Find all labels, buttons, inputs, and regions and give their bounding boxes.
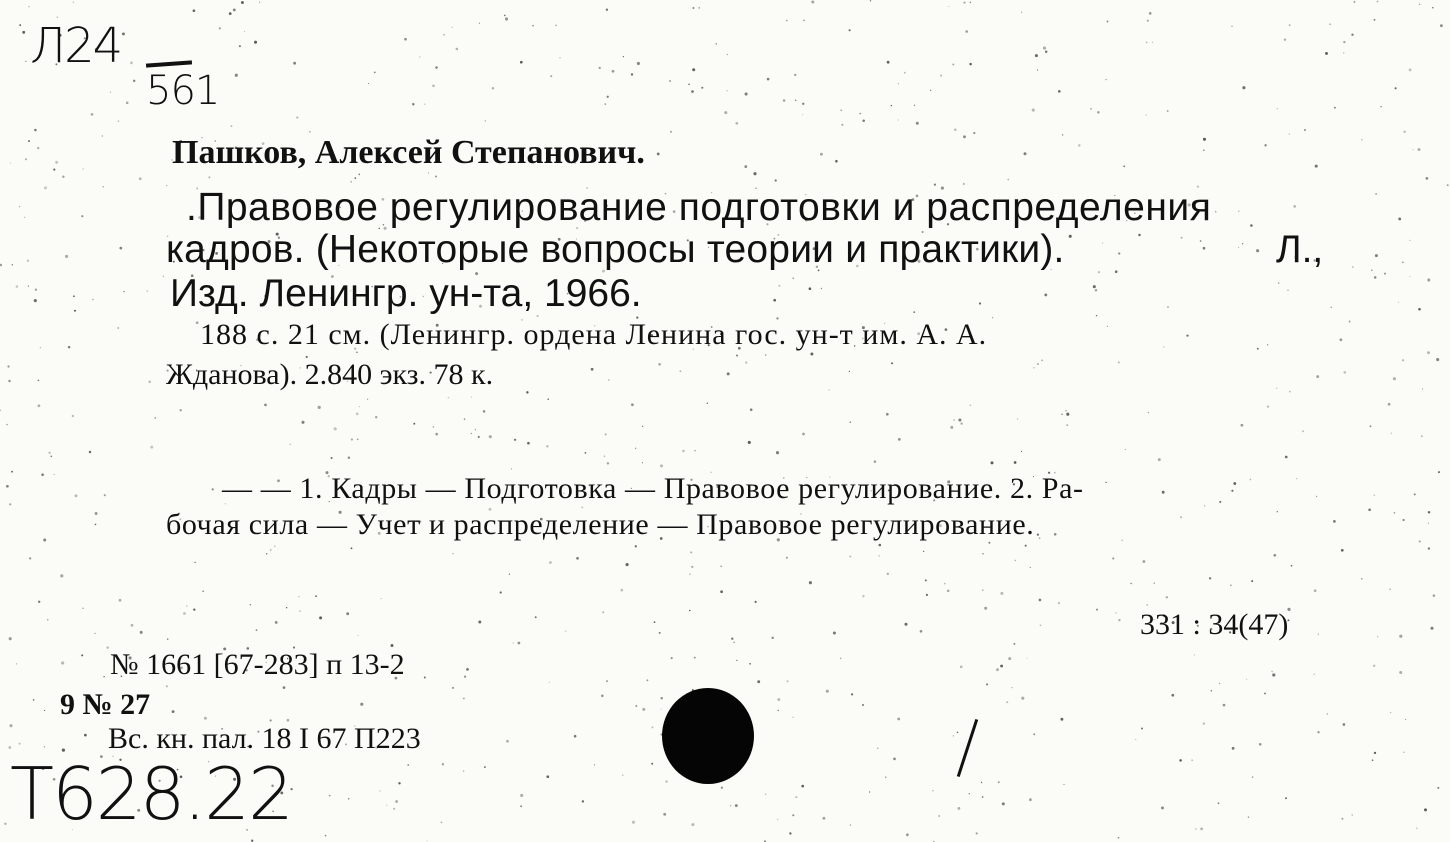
physical-description-line-2: Жданова). 2.840 экз. 78 к. [166, 358, 494, 391]
publication-place: Л., [1276, 228, 1324, 271]
record-number-line: № 1661 [67-283] п 13-2 [110, 648, 405, 681]
handwritten-shelf-mark: Л24 [30, 18, 122, 74]
title-line-2: кадров. (Некоторые вопросы теории и практики). [166, 228, 1065, 271]
handwritten-call-number: T628.22 [10, 752, 292, 836]
publisher-line: Изд. Ленингр. ун-та, 1966. [170, 272, 642, 315]
classification-index: 331 : 34(47) [1140, 608, 1289, 641]
subject-headings-line-2: бочая сила — Учет и распределение — Правовое регулирование. [166, 508, 1035, 541]
punch-hole [662, 688, 754, 784]
subject-headings-line-1: — — 1. Кадры — Подготовка — Правовое регулирование. 2. Ра- [222, 472, 1084, 505]
title-line-1: .Правовое регулирование подготовки и распределения [186, 186, 1212, 229]
record-issue-line: 9 № 27 [60, 688, 151, 721]
handwritten-shelf-mark-denominator: 561 [146, 68, 220, 114]
physical-description-line-1: 188 с. 21 см. (Ленингр. ордена Ленина гос. ун-т им. А. А. [200, 318, 988, 351]
printing-info-line: Вс. кн. пал. 18 I 67 П223 [108, 722, 421, 755]
author-heading: Пашков, Алексей Степанович. [172, 134, 645, 171]
